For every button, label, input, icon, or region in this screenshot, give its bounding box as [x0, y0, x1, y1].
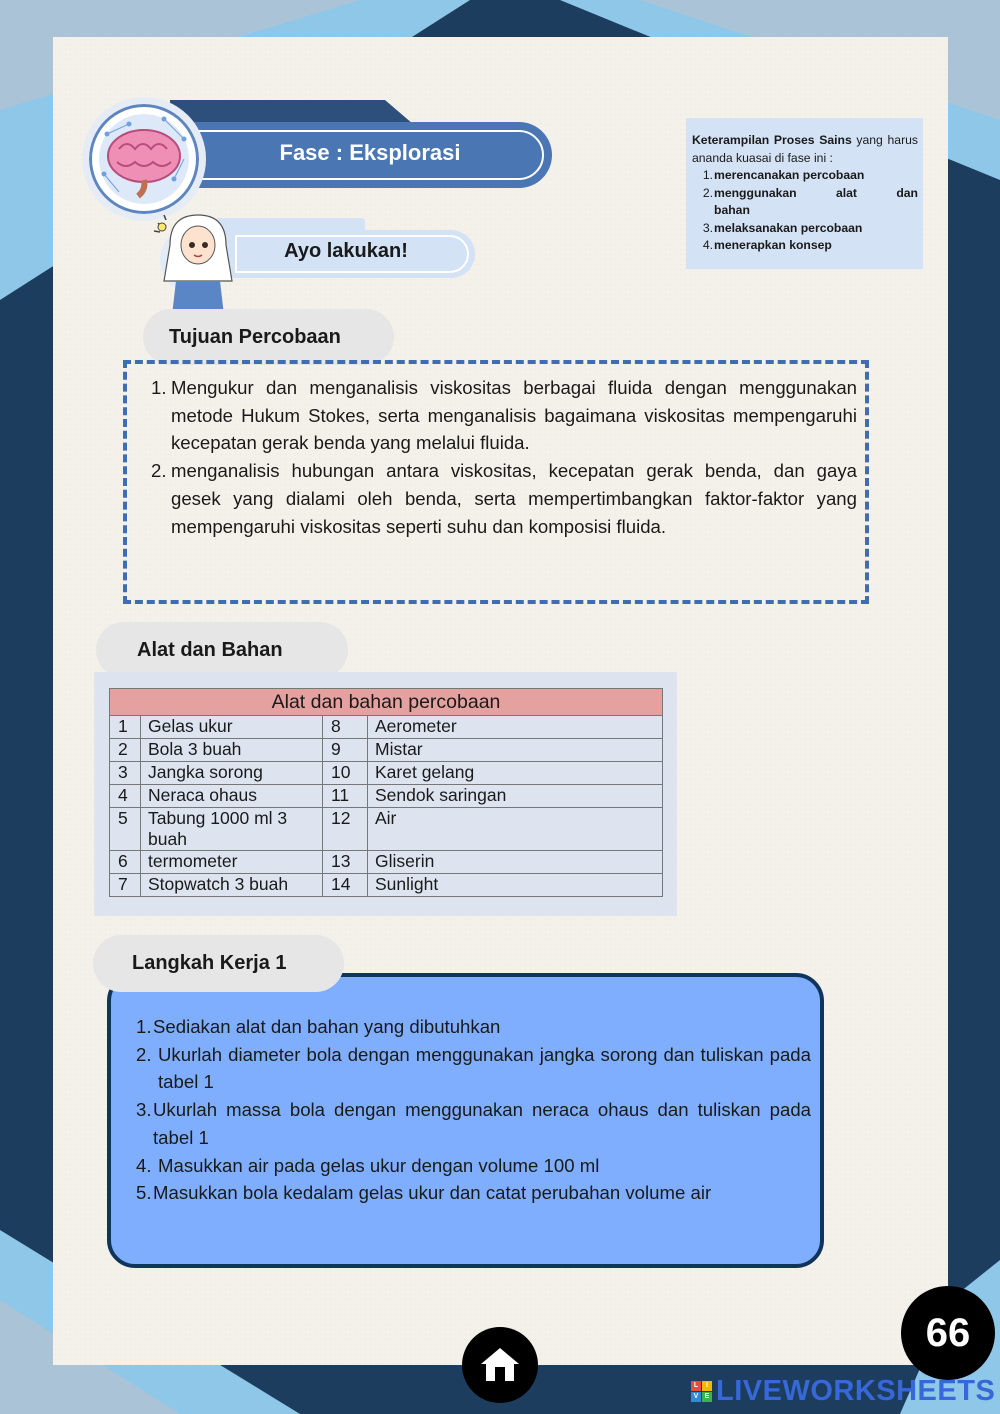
table-row: 5 Tabung 1000 ml 3 buah 12 Air — [110, 808, 663, 851]
list-item: 4. menerapkan konsep — [702, 238, 832, 252]
table-row: 1 Gelas ukur 8 Aerometer — [110, 716, 663, 739]
table-row: 3 Jangka sorong 10 Karet gelang — [110, 762, 663, 785]
list-item: 3. melaksanakan percobaan — [702, 220, 863, 235]
science-skills-intro: Keterampilan Proses Sains yang harus ananda kuasai di fase ini : — [692, 133, 918, 165]
table-row: 2 Bola 3 buah 9 Mistar — [110, 739, 663, 762]
table-row: 6 termometer 13 Gliserin — [110, 851, 663, 874]
langkah-box — [107, 973, 824, 1268]
home-button[interactable] — [462, 1327, 538, 1403]
tujuan-list — [151, 374, 857, 540]
tujuan-heading: Tujuan Percobaan — [143, 309, 394, 365]
list-item: 2. menganalisis hubungan antara viskositas, kecepatan gerak benda, dan gaya gesek yang dialami oleh benda, serta mempertimbangkan faktor-faktor yang mempengaruhi viskositas seperti suhu dan komposisi fluida. — [151, 460, 857, 537]
tujuan-box — [123, 360, 869, 604]
science-skills-box — [686, 118, 923, 269]
list-item: 1. Mengukur dan menganalisis viskositas berbagai fluida dengan menggunakan metode Hukum Stokes, serta menganalisis bagaimana viskositas mempengaruhi kecepatan gerak benda yang melalui fluida. — [151, 377, 857, 454]
phase-title: Fase : Eksplorasi — [279, 140, 461, 165]
alat-heading: Alat dan Bahan — [96, 622, 348, 678]
list-item: 4. Masukkan air pada gelas ukur dengan volume 100 ml — [136, 1154, 600, 1176]
alat-table — [109, 688, 663, 897]
list-item: bahan — [714, 203, 750, 217]
science-skills-list — [692, 167, 918, 255]
student-girl-illustration — [150, 205, 240, 315]
list-item: 1. merencanakan percobaan — [702, 168, 865, 182]
list-item: 2. menggunakan alat dan — [702, 185, 918, 200]
list-item: 1. Sediakan alat dan bahan yang dibutuhkan — [136, 1016, 501, 1037]
liveworksheets-logo[interactable] — [691, 1374, 995, 1408]
list-item: 2. Ukurlah diameter bola dengan menggunakan jangka sorong dan tuliskan pada tabel 1 — [136, 1043, 811, 1093]
brain-icon — [82, 97, 206, 221]
table-row: 4 Neraca ohaus 11 Sendok saringan — [110, 785, 663, 808]
liveworksheets-logo-icon: L I V E — [691, 1381, 712, 1402]
langkah-heading: Langkah Kerja 1 — [93, 935, 344, 992]
home-icon — [478, 1345, 522, 1385]
alat-table-title: Alat dan bahan percobaan — [110, 689, 663, 716]
table-row: 7 Stopwatch 3 buah 14 Sunlight — [110, 874, 663, 897]
list-item: 5. Masukkan bola kedalam gelas ukur dan catat perubahan volume air — [136, 1182, 712, 1204]
page-number: 66 — [901, 1286, 995, 1380]
alat-table-panel — [94, 672, 677, 916]
liveworksheets-wordmark: LIVEWORKSHEETS — [716, 1374, 996, 1407]
langkah-list — [136, 1013, 811, 1207]
activity-title: Ayo lakukan! — [284, 240, 408, 262]
list-item: 3. Ukurlah massa bola dengan menggunakan neraca ohaus dan tuliskan pada tabel 1 — [136, 1099, 811, 1148]
